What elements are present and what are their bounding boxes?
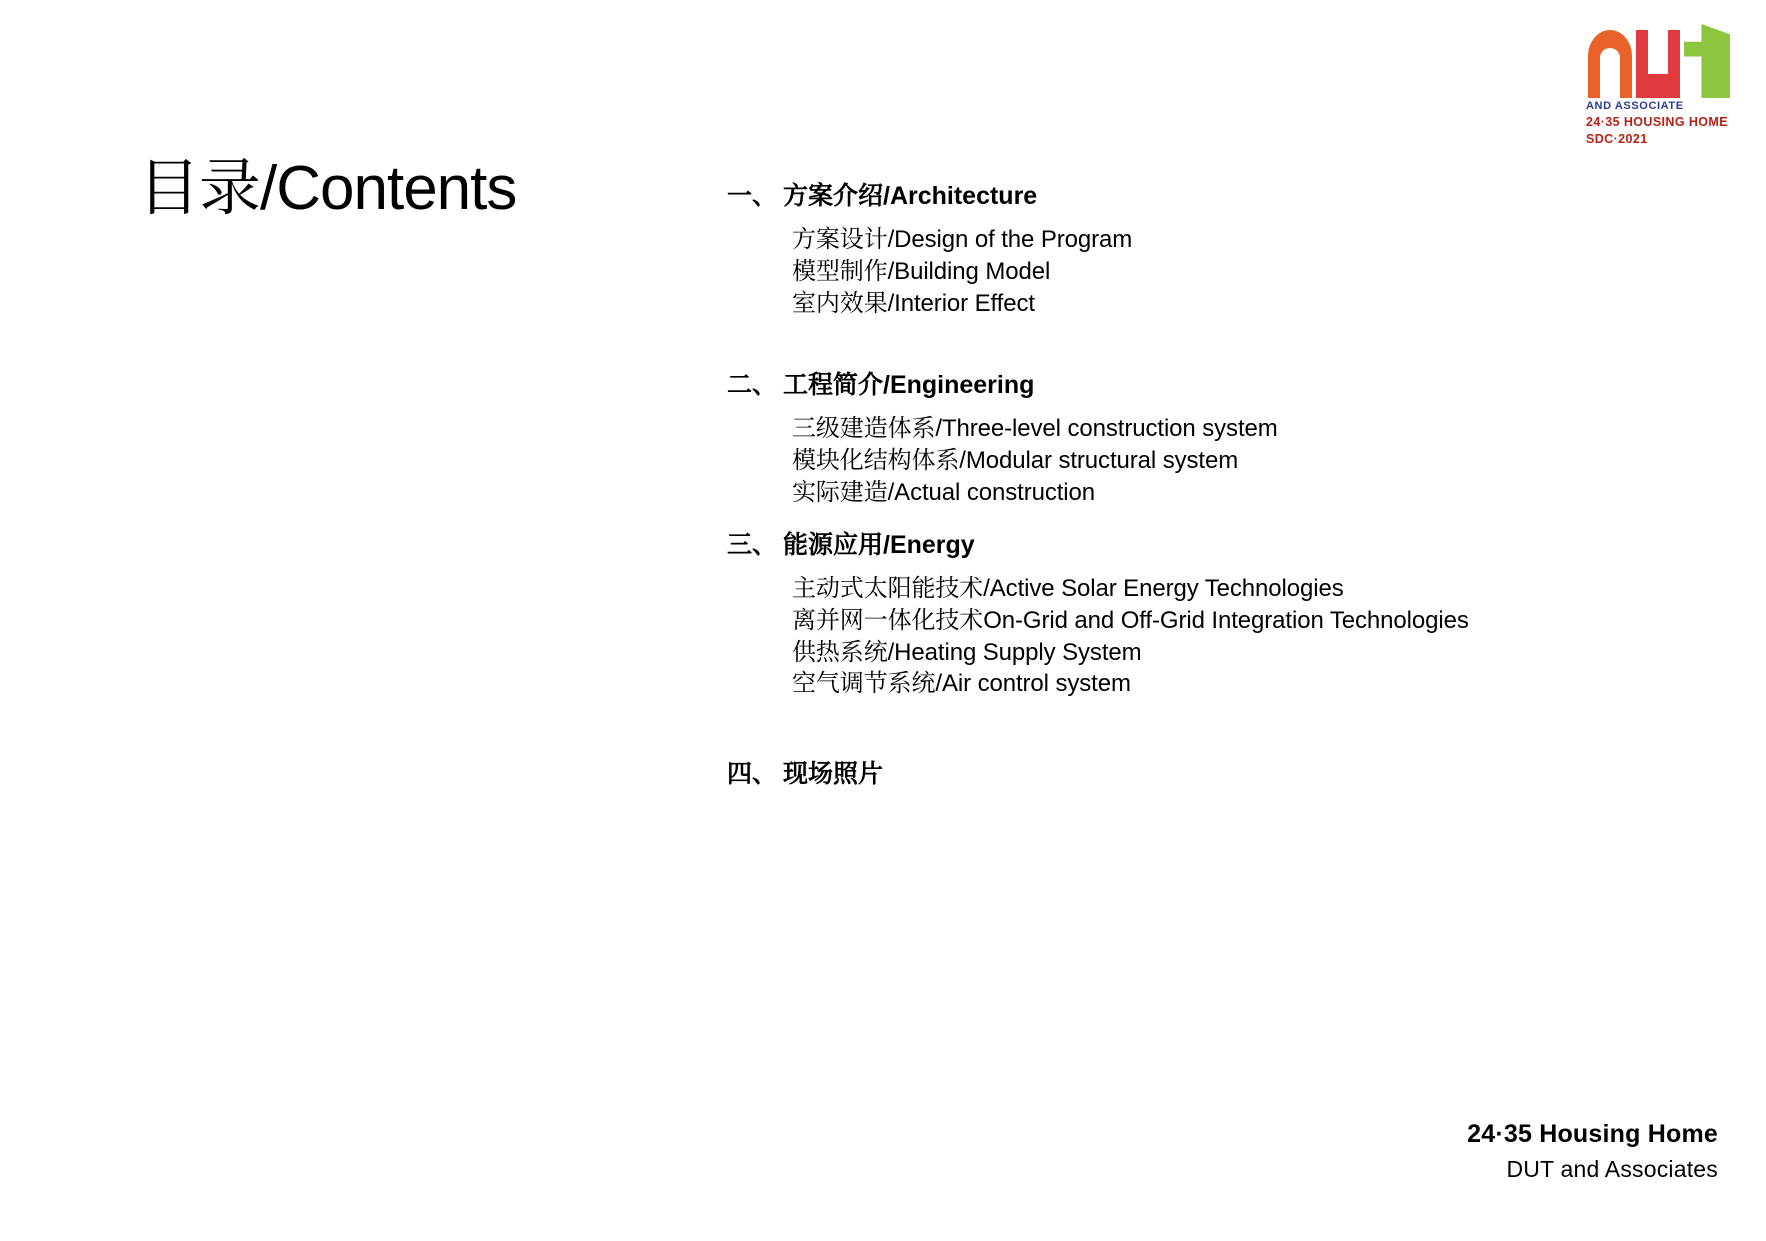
page-title: 目录/Contents [138, 154, 517, 223]
footer-organization: DUT and Associates [1506, 1155, 1718, 1182]
list-item: 实际建造/Actual construction [792, 479, 1096, 507]
contents-section-architecture [727, 180, 1687, 319]
logo-tagline-associate: AND ASSOCIATE [1586, 100, 1684, 112]
logo-tagline-housing-home: 24·35 HOUSING HOME [1586, 115, 1728, 129]
section-number: 四、 [727, 760, 778, 789]
list-item: 室内效果/Interior Effect [792, 289, 1035, 317]
list-item: 主动式太阳能技术/Active Solar Energy Technologies [792, 574, 1344, 602]
list-item: 离并网一体化技术On-Grid and Off-Grid Integration Technologies [792, 606, 1469, 634]
section-subitems [727, 413, 1687, 509]
logo-letter-u-counter-icon [1648, 30, 1668, 74]
list-item: 模块化结构体系/Modular structural system [792, 447, 1239, 475]
list-item: 供热系统/Heating Supply System [792, 638, 1142, 666]
section-number: 三、 [727, 530, 778, 559]
section-title: 方案介绍/Architecture [783, 182, 1038, 210]
section-title: 现场照片 [783, 760, 884, 789]
section-title: 工程简介/Engineering [783, 371, 1035, 400]
contents-section-engineering [727, 369, 1687, 508]
footer-project-name: 24·35 Housing Home [1467, 1119, 1718, 1148]
contents-list [727, 180, 1687, 802]
logo-letter-t-icon [1684, 24, 1730, 98]
logo-tagline-sdc: SDC·2021 [1586, 132, 1648, 146]
contents-section-energy [727, 529, 1687, 700]
list-item: 模型制作/Building Model [792, 257, 1051, 285]
logo-letter-d-counter-icon [1600, 48, 1620, 98]
section-heading [727, 180, 1687, 214]
section-heading [727, 529, 1687, 563]
contents-section-site-photos [727, 758, 1687, 792]
section-heading [727, 758, 1687, 792]
list-item: 方案设计/Design of the Program [792, 225, 1133, 253]
logo-letterforms [1586, 22, 1734, 100]
section-subitems [727, 224, 1687, 320]
section-subitems [727, 573, 1687, 701]
section-title: 能源应用/Energy [783, 530, 975, 559]
footer [1467, 1117, 1718, 1187]
section-number: 一、 [727, 182, 778, 210]
list-item: 三级建造体系/Three-level construction system [792, 415, 1278, 443]
list-item: 空气调节系统/Air control system [792, 670, 1131, 698]
section-heading [727, 369, 1687, 403]
brand-logo [1586, 22, 1734, 147]
section-number: 二、 [727, 371, 778, 400]
